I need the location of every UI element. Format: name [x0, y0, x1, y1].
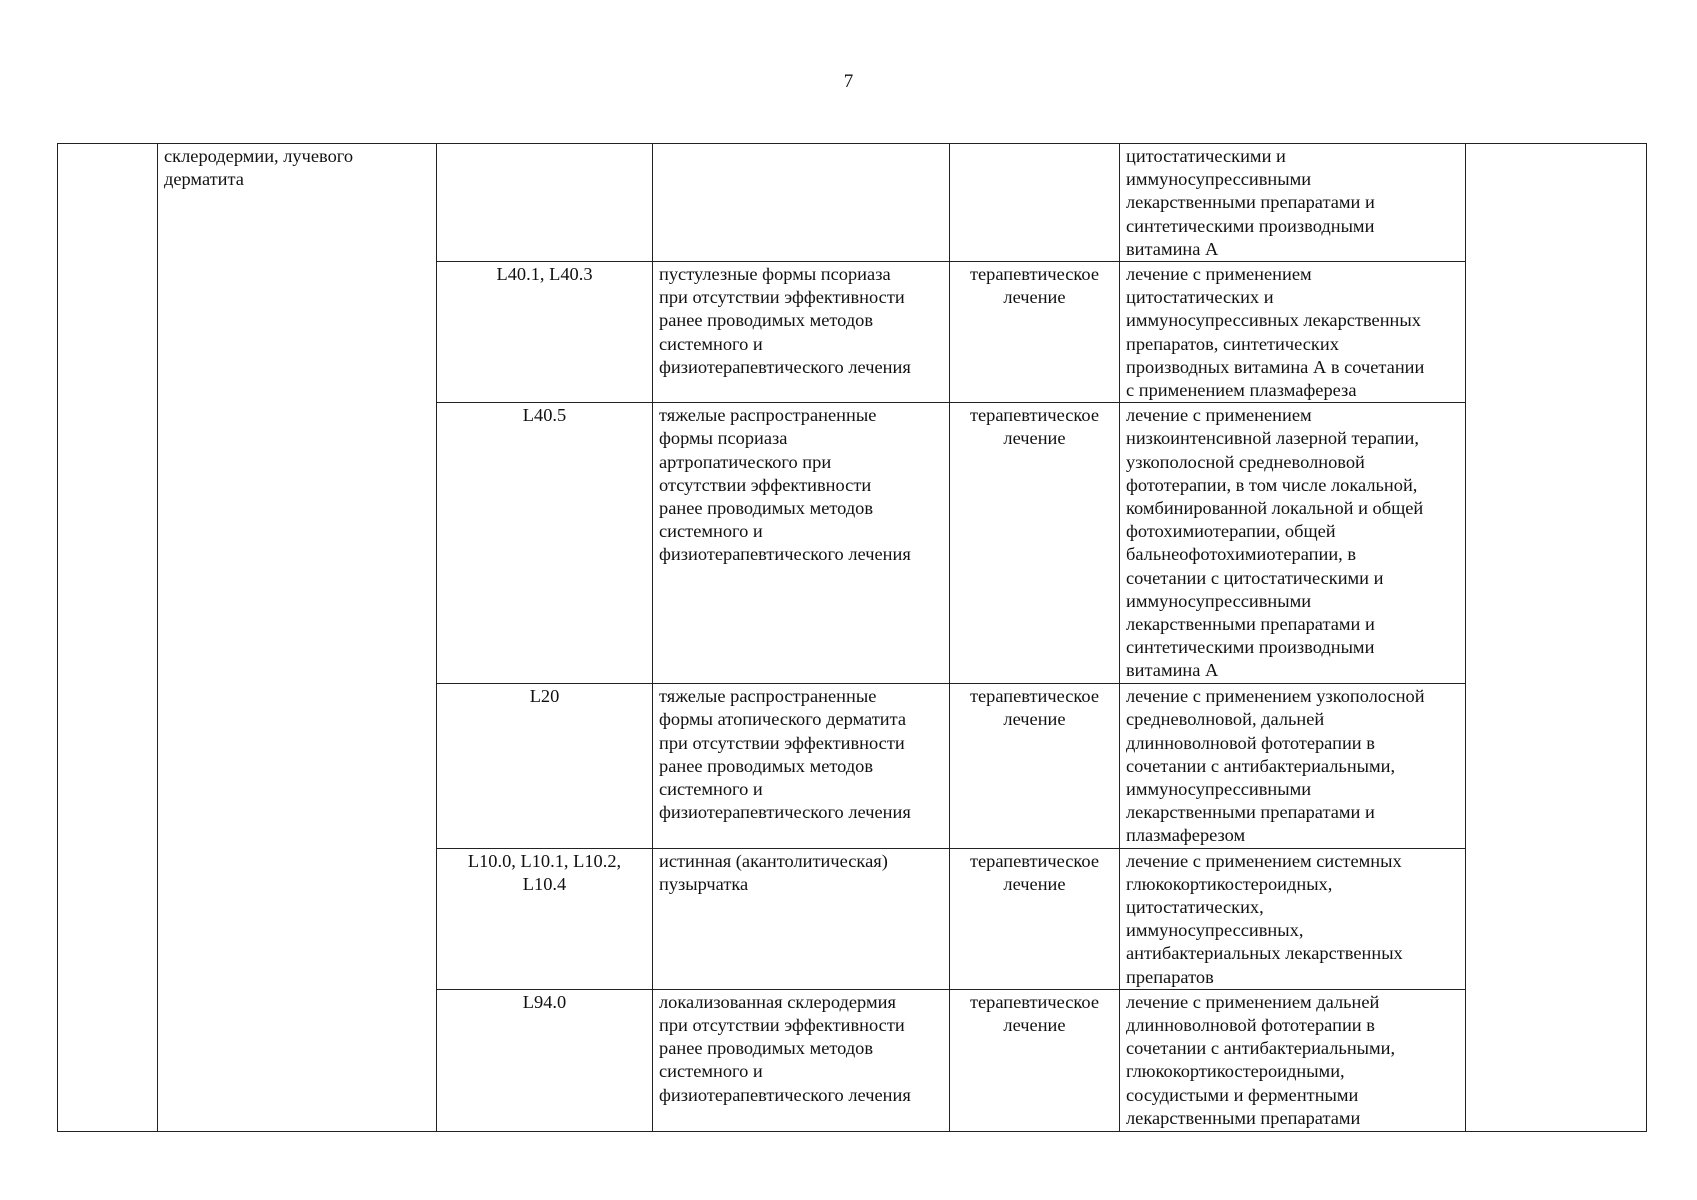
condition-cell: тяжелые распространенные формы атопического дерматита при отсутствии эффективности ранее проводимых методов системного и физиотерапевтического лечения [653, 684, 950, 848]
medical-care-table [57, 143, 1647, 1132]
condition-cell: пустулезные формы псориаза при отсутствии эффективности ранее проводимых методов системного и физиотерапевтического лечения [653, 262, 950, 403]
condition-cell [653, 144, 950, 262]
condition-cell: истинная (акантолитическая) пузырчатка [653, 848, 950, 989]
code-cell: L40.5 [437, 403, 653, 684]
page-number: 7 [843, 71, 854, 92]
code-cell: L10.0, L10.1, L10.2, L10.4 [437, 848, 653, 989]
profile-name-cell: склеродермии, лучевого дерматита [158, 144, 437, 1132]
treatment-method-cell: лечение с применением цитостатических и иммуносупрессивных лекарственных препаратов, синтетических производных витамина А в сочетании с применением плазмафереза [1120, 262, 1466, 403]
tariff-cell [1466, 144, 1647, 1132]
condition-cell: тяжелые распространенные формы псориаза артропатического при отсутствии эффективности ранее проводимых методов системного и физиотерапевтического лечения [653, 403, 950, 684]
treatment-method-cell: лечение с применением низкоинтенсивной лазерной терапии, узкополосной средневолновой фототерапии, в том числе локальной, комбинированной локальной и общей фотохимиотерапии, общей бальнеофотохимиотерапии, в сочетании с цитостатическими и иммуносупрессивными лекарственными препаратами и синтетическими производными витамина А [1120, 403, 1466, 684]
treatment-method-cell: лечение с применением дальней длинноволновой фототерапии в сочетании с антибактериальными, глюкокортикостероидными, сосудистыми и ферментными лекарственными препаратами [1120, 989, 1466, 1131]
treatment-type-cell [950, 144, 1120, 262]
treatment-type-cell: терапевтическое лечение [950, 262, 1120, 403]
treatment-type-cell: терапевтическое лечение [950, 848, 1120, 989]
treatment-method-cell: цитостатическими и иммуносупрессивными лекарственными препаратами и синтетическими производными витамина А [1120, 144, 1466, 262]
treatment-type-cell: терапевтическое лечение [950, 403, 1120, 684]
code-cell [437, 144, 653, 262]
table-row [58, 144, 1647, 262]
treatment-method-cell: лечение с применением системных глюкокортикостероидных, цитостатических, иммуносупрессивных, антибактериальных лекарственных препаратов [1120, 848, 1466, 989]
row-number-cell [58, 144, 158, 1132]
code-cell: L94.0 [437, 989, 653, 1131]
treatment-type-cell: терапевтическое лечение [950, 989, 1120, 1131]
treatment-method-cell: лечение с применением узкополосной средневолновой, дальней длинноволновой фототерапии в сочетании с антибактериальными, иммуносупрессивными лекарственными препаратами и плазмаферезом [1120, 684, 1466, 848]
condition-cell: локализованная склеродермия при отсутствии эффективности ранее проводимых методов системного и физиотерапевтического лечения [653, 989, 950, 1131]
code-cell: L40.1, L40.3 [437, 262, 653, 403]
treatment-type-cell: терапевтическое лечение [950, 684, 1120, 848]
code-cell: L20 [437, 684, 653, 848]
